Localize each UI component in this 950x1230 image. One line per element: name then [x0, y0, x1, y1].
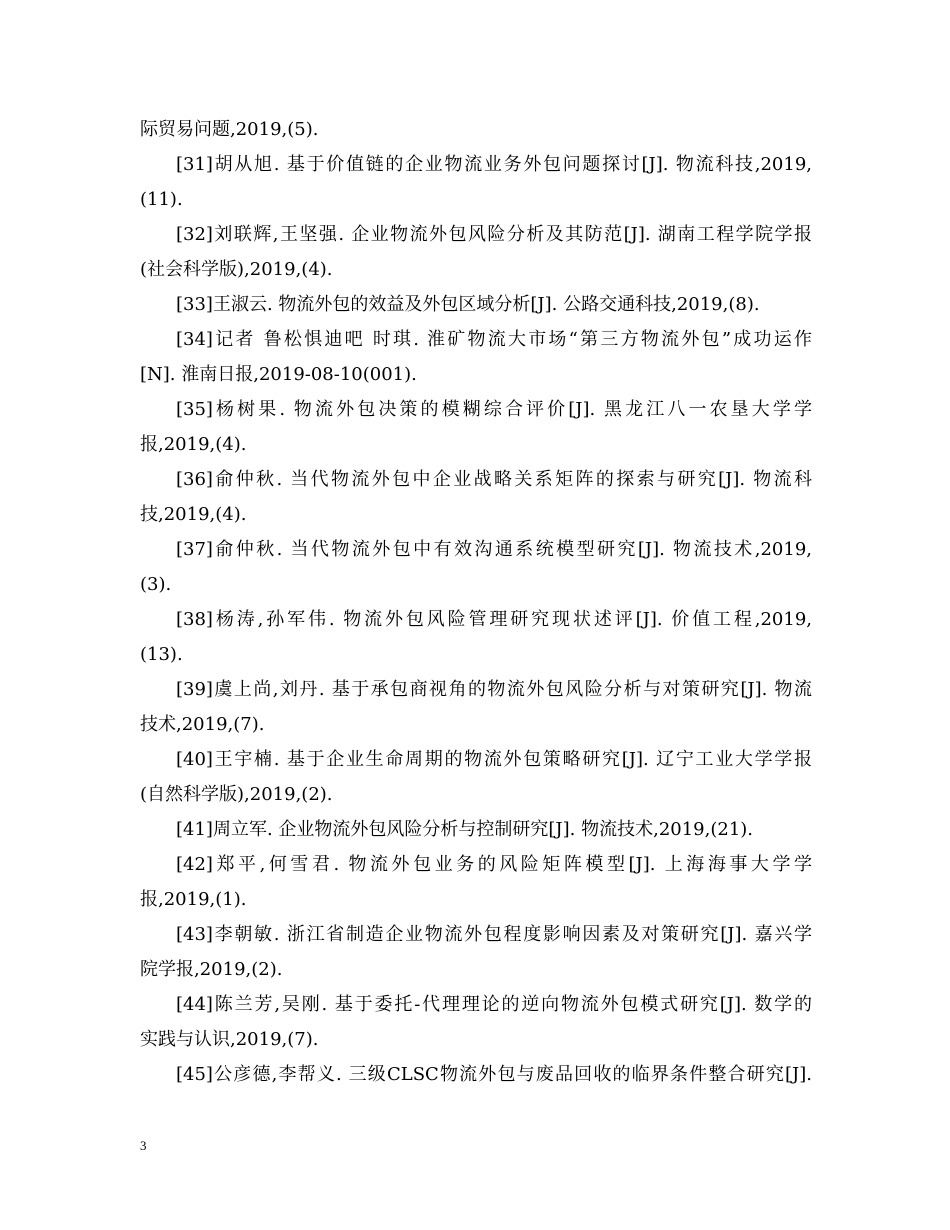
reference-continuation-line: (社会科学版),2019,(4). — [140, 259, 333, 280]
reference-entry-line: [40]王宇楠. 基于企业生命周期的物流外包策略研究[J]. 辽宁工业大学学报 — [176, 749, 812, 770]
reference-entry-line: [36]俞仲秋. 当代物流外包中企业战略关系矩阵的探索与研究[J]. 物流科 — [176, 469, 812, 490]
reference-continuation-line: 报,2019,(4). — [140, 434, 247, 455]
reference-entry-line: [35]杨树果. 物流外包决策的模糊综合评价[J]. 黑龙江八一农垦大学学 — [176, 399, 812, 420]
reference-continuation-line: [N]. 淮南日报,2019-08-10(001). — [140, 364, 417, 385]
reference-entry-line: [38]杨涛,孙军伟. 物流外包风险管理研究现状述评[J]. 价值工程,2019, — [176, 609, 812, 630]
reference-entry-line: [43]李朝敏. 浙江省制造企业物流外包程度影响因素及对策研究[J]. 嘉兴学 — [176, 924, 812, 945]
reference-entry-line: [32]刘联辉,王坚强. 企业物流外包风险分析及其防范[J]. 湖南工程学院学报 — [176, 224, 812, 245]
reference-entry-line: [41]周立军. 企业物流外包风险分析与控制研究[J]. 物流技术,2019,(21). — [176, 819, 754, 840]
reference-continuation-line: (3). — [140, 574, 172, 595]
reference-entry-line: [42]郑平,何雪君. 物流外包业务的风险矩阵模型[J]. 上海海事大学学 — [176, 854, 812, 875]
reference-entry-line: [33]王淑云. 物流外包的效益及外包区域分析[J]. 公路交通科技,2019,(8). — [176, 294, 760, 315]
reference-continuation-line: 院学报,2019,(2). — [140, 959, 283, 980]
reference-continuation-line: 实践与认识,2019,(7). — [140, 1029, 319, 1050]
reference-entry-line: [31]胡从旭. 基于价值链的企业物流业务外包问题探讨[J]. 物流科技,2019, — [176, 154, 812, 175]
reference-list — [140, 112, 812, 1092]
reference-continuation-line: 技,2019,(4). — [140, 504, 247, 525]
reference-entry-line: [37]俞仲秋. 当代物流外包中有效沟通系统模型研究[J]. 物流技术,2019, — [176, 539, 812, 560]
reference-continuation-line: (自然科学版),2019,(2). — [140, 784, 333, 805]
reference-continuation-line: (11). — [140, 189, 183, 210]
reference-entry-line: [45]公彦德,李帮义. 三级CLSC物流外包与废品回收的临界条件整合研究[J]. — [176, 1064, 812, 1085]
reference-entry-line: [44]陈兰芳,吴刚. 基于委托-代理理论的逆向物流外包模式研究[J]. 数学的 — [176, 994, 812, 1015]
reference-continuation-line: 技术,2019,(7). — [140, 714, 265, 735]
reference-continuation-line: 际贸易问题,2019,(5). — [140, 119, 319, 140]
reference-continuation-line: 报,2019,(1). — [140, 889, 247, 910]
reference-entry-line: [39]虞上尚,刘丹. 基于承包商视角的物流外包风险分析与对策研究[J]. 物流 — [176, 679, 812, 700]
reference-entry-line: [34]记者 鲁松惧迪吧 时琪. 淮矿物流大市场“第三方物流外包”成功运作 — [176, 329, 812, 350]
page-number: 3 — [140, 1138, 147, 1153]
reference-continuation-line: (13). — [140, 644, 183, 665]
